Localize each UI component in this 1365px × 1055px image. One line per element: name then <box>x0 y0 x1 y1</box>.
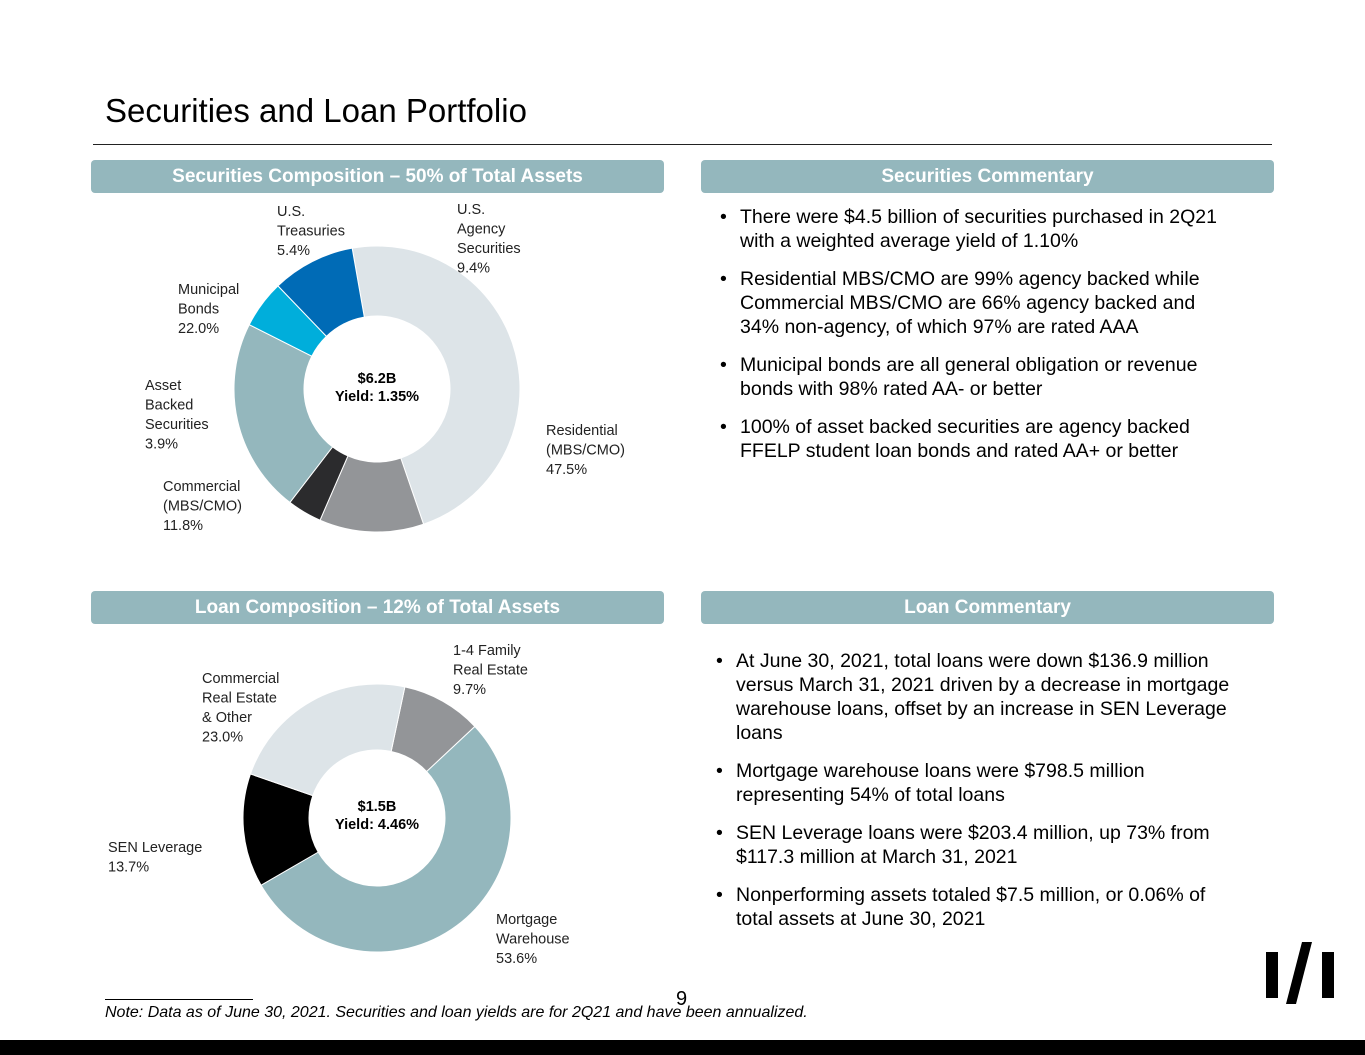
securities-slice-label-1: Commercial (MBS/CMO) 11.8% <box>163 479 242 534</box>
securities-commentary-header: Securities Commentary <box>701 160 1274 193</box>
loan-bullet: • SEN Leverage loans were $203.4 million, up 73% from $117.3 million at March 31, 2021 <box>716 822 1210 868</box>
loan-composition-header: Loan Composition – 12% of Total Assets <box>91 591 664 624</box>
securities-slice-label-4: U.S. Treasuries 5.4% <box>277 204 345 259</box>
loan-commentary-list <box>716 649 1276 945</box>
loan-slice-label-3: Commercial Real Estate & Other 23.0% <box>202 671 280 746</box>
loan-center-total: $1.5B <box>357 799 397 815</box>
loan-donut-chart <box>0 0 700 1000</box>
page-title: Securities and Loan Portfolio <box>105 92 527 129</box>
securities-composition-header: Securities Composition – 50% of Total Assets <box>91 160 664 193</box>
loan-slice-label-0: 1-4 Family Real Estate 9.7% <box>453 643 528 698</box>
securities-center-yield: Yield: 1.35% <box>334 389 420 405</box>
securities-bullet: • There were $4.5 billion of securities purchased in 2Q21 with a weighted average yield of 1.10% <box>720 206 1217 252</box>
company-logo <box>1262 938 1338 1012</box>
loan-bullet: • Mortgage warehouse loans were $798.5 million representing 54% of total loans <box>716 760 1145 806</box>
securities-slice-label-0: Residential (MBS/CMO) 47.5% <box>546 423 625 478</box>
loan-bullet: • At June 30, 2021, total loans were down $136.9 million versus March 31, 2021 driven by a decrease in mortgage warehouse loans, offset by an increase in SEN Leverage loans <box>716 650 1230 744</box>
loan-bullet: • Nonperforming assets totaled $7.5 million, or 0.06% of total assets at June 30, 2021 <box>716 884 1206 930</box>
securities-commentary-list <box>720 205 1270 477</box>
securities-bullet: • Municipal bonds are all general obligation or revenue bonds with 98% rated AA- or better <box>720 354 1198 400</box>
securities-bullet: • 100% of asset backed securities are agency backed FFELP student loan bonds and rated AA+ or better <box>720 416 1190 462</box>
securities-bullet: • Residential MBS/CMO are 99% agency backed while Commercial MBS/CMO are 66% agency backed and 34% non-agency, of which 97% are rated AAA <box>720 268 1200 338</box>
securities-center-total: $6.2B <box>357 371 397 387</box>
footnote: Note: Data as of June 30, 2021. Securities and loan yields are for 2Q21 and have been annualized. <box>105 1004 808 1021</box>
loan-slice-label-2: SEN Leverage 13.7% <box>108 840 203 876</box>
securities-slice-label-5: U.S. Agency Securities 9.4% <box>457 202 521 277</box>
loan-center-yield: Yield: 4.46% <box>334 817 420 833</box>
loan-slice-label-1: Mortgage Warehouse 53.6% <box>496 912 570 967</box>
page-number: 9 <box>676 988 688 1010</box>
securities-slice-label-2: Asset Backed Securities 3.9% <box>145 378 209 453</box>
bottom-band <box>0 1040 1365 1055</box>
loan-commentary-header: Loan Commentary <box>701 591 1274 624</box>
footnote-divider <box>105 999 253 1000</box>
securities-slice-label-3: Municipal Bonds 22.0% <box>178 282 240 337</box>
